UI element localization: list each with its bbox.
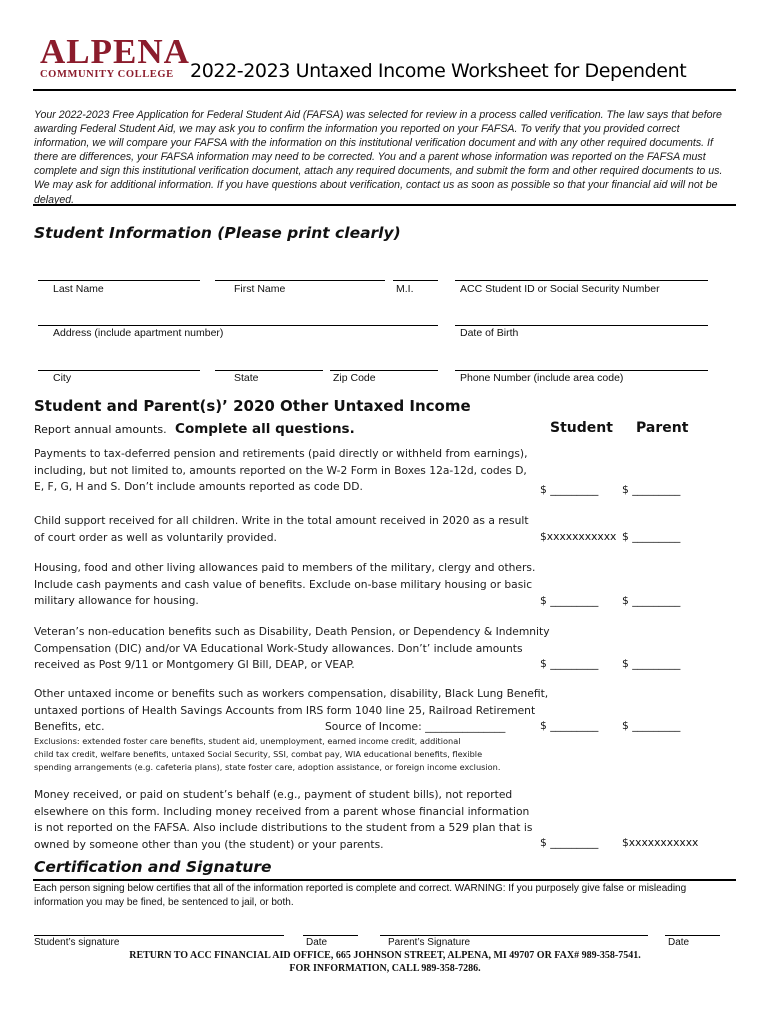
student-pension-amount[interactable]: $ _________ bbox=[540, 483, 599, 496]
question-line: Include cash payments and cash value of benefits. Exclude on-base military housing or basic bbox=[34, 577, 533, 591]
question-line: Payments to tax-deferred pension and retirements (paid directly or withheld from earnings), bbox=[34, 447, 528, 460]
parent-signature-label: Parent’s Signature bbox=[388, 937, 471, 948]
return-address: RETURN TO ACC FINANCIAL AID OFFICE, 665 JOHNSON STREET, ALPENA, MI 49707 OR FAX# 989-358-7541. bbox=[129, 950, 641, 961]
question-line: elsewhere on this form. Including money received from a parent whose financial information bbox=[34, 804, 530, 818]
first-name-label: First Name bbox=[234, 283, 286, 295]
address-label: Address (include apartment number) bbox=[53, 327, 224, 339]
income-instructions bbox=[34, 420, 355, 438]
question-housing-allowance bbox=[34, 560, 535, 610]
question-line: is not reported on the FAFSA. Also include distributions to the student from a 529 plan that is bbox=[34, 821, 533, 835]
student-info-heading: Student Information (Please print clearly) bbox=[34, 224, 401, 242]
middle-initial-label: M.I. bbox=[396, 283, 414, 295]
middle-initial-field[interactable] bbox=[393, 280, 438, 281]
phone-number-label: Phone Number (include area code) bbox=[460, 372, 624, 384]
exclusions-line: child tax credit, welfare benefits, untaxed Social Security, SSI, combat pay, WIA educational benefits, flexible bbox=[34, 749, 483, 759]
question-other-untaxed bbox=[34, 686, 548, 736]
intro-paragraph: Your 2022-2023 Free Application for Federal Student Aid (FAFSA) was selected for review in a process called verification. The law says that before awarding Federal Student Aid, we may ask you to confirm the information you reported on your FAFSA. To verify that you provided correct information, we will compare your FAFSA with the information on this institutional verification document and with any other required documents. If there are differences, your FAFSA information may need to be corrected. You and a parent whose information was reported on the FAFSA must complete and sign this institutional verification document, attach any required documents, and submit the form and other required documents to us. We may ask for additional information. If you have questions about verification, contact us as soon as possible so that your financial aid will not be delayed. bbox=[34, 109, 723, 206]
exclusions-line: Exclusions: extended foster care benefits, student aid, unemployment, earned income credit, additional bbox=[34, 736, 461, 746]
question-line: E, F, G, H and S. Don’t include amounts reported as code DD. bbox=[34, 480, 363, 494]
parent-child-support-amount[interactable]: $ _________ bbox=[622, 530, 681, 543]
city-field[interactable] bbox=[38, 370, 200, 371]
student-veteran-amount[interactable]: $ _________ bbox=[540, 657, 599, 670]
student-money-received-amount[interactable]: $ _________ bbox=[540, 836, 599, 849]
date-of-birth-label: Date of Birth bbox=[460, 327, 519, 339]
question-child-support bbox=[34, 513, 529, 546]
intro-divider bbox=[33, 204, 736, 206]
exclusions-note bbox=[34, 735, 500, 774]
question-line: Housing, food and other living allowances paid to members of the military, clergy and others. bbox=[34, 561, 536, 574]
parent-date-label: Date bbox=[668, 937, 690, 948]
question-line: Veteran’s non-education benefits such as Disability, Death Pension, or Dependency & Indemnity bbox=[34, 625, 550, 638]
question-line: Other untaxed income or benefits such as workers compensation, disability, Black Lung Benefit, bbox=[34, 687, 549, 700]
first-name-field[interactable] bbox=[215, 280, 385, 281]
last-name-label: Last Name bbox=[53, 283, 104, 295]
city-label: City bbox=[53, 372, 72, 384]
instructions-annual: Report annual amounts. bbox=[34, 423, 167, 436]
parent-housing-amount[interactable]: $ _________ bbox=[622, 594, 681, 607]
question-line: Compensation (DIC) and/or VA Educational Work-Study allowances. Don’t’ include amounts bbox=[34, 641, 523, 655]
question-line: untaxed portions of Health Savings Accounts from IRS form 1040 line 25, Railroad Retirement bbox=[34, 703, 536, 717]
certification-divider bbox=[33, 879, 736, 881]
student-id-field[interactable] bbox=[455, 280, 708, 281]
college-logo-subtitle: COMMUNITY COLLEGE bbox=[40, 69, 174, 80]
phone-number-field[interactable] bbox=[455, 370, 708, 371]
date-of-birth-field[interactable] bbox=[455, 325, 708, 326]
question-line: received as Post 9/11 or Montgomery GI Bill, DEAP, or VEAP. bbox=[34, 658, 355, 672]
question-line: Money received, or paid on student’s behalf (e.g., payment of student bills), not reported bbox=[34, 788, 513, 801]
question-veteran-benefits bbox=[34, 624, 550, 674]
student-date-label: Date bbox=[306, 937, 328, 948]
header-divider bbox=[33, 89, 736, 91]
college-logo-wordmark: ALPENA bbox=[40, 32, 190, 71]
question-line: military allowance for housing. bbox=[34, 594, 199, 608]
parent-date-field[interactable] bbox=[665, 935, 720, 936]
student-id-label: ACC Student ID or Social Security Number bbox=[460, 283, 660, 295]
student-housing-amount[interactable]: $ _________ bbox=[540, 594, 599, 607]
question-line: including, but not limited to, amounts reported on the W-2 Form in Boxes 12a-12d, codes D, bbox=[34, 463, 527, 477]
certification-heading: Certification and Signature bbox=[34, 858, 272, 876]
last-name-field[interactable] bbox=[38, 280, 200, 281]
contact-phone: FOR INFORMATION, CALL 989-358-7286. bbox=[289, 963, 481, 974]
question-line: of court order as well as voluntarily provided. bbox=[34, 530, 277, 544]
parent-column-header: Parent bbox=[636, 420, 689, 436]
student-signature-field[interactable] bbox=[34, 935, 284, 936]
question-line-with-source bbox=[34, 719, 548, 736]
question-line: owned by someone other than you (the student) or your parents. bbox=[34, 837, 384, 851]
state-label: State bbox=[234, 372, 259, 384]
student-signature-label: Student’s signature bbox=[34, 937, 120, 948]
zip-code-field[interactable] bbox=[330, 370, 438, 371]
certification-text: Each person signing below certifies that all of the information reported is complete and correct. WARNING: If you purposely give false or misleading information you may be fined, be sentenced to jail, or both. bbox=[34, 883, 687, 908]
parent-signature-field[interactable] bbox=[380, 935, 648, 936]
untaxed-income-heading: Student and Parent(s)’ 2020 Other Untaxed Income bbox=[34, 397, 471, 415]
page-title: 2022-2023 Untaxed Income Worksheet for Dependent bbox=[190, 60, 687, 82]
parent-other-untaxed-amount[interactable]: $ _________ bbox=[622, 719, 681, 732]
state-field[interactable] bbox=[215, 370, 323, 371]
address-field[interactable] bbox=[38, 325, 438, 326]
student-child-support-amount: $xxxxxxxxxxx bbox=[540, 530, 617, 543]
question-line: Benefits, etc. bbox=[34, 720, 105, 734]
exclusions-line: spending arrangements (e.g. cafeteria plans), state foster care, adoption assistance, or foreign income exclusion. bbox=[34, 762, 501, 772]
instructions-complete-all: Complete all questions. bbox=[175, 421, 355, 437]
parent-veteran-amount[interactable]: $ _________ bbox=[622, 657, 681, 670]
source-of-income-field[interactable]: Source of Income: _______________ bbox=[325, 720, 506, 734]
zip-code-label: Zip Code bbox=[333, 372, 376, 384]
parent-pension-amount[interactable]: $ _________ bbox=[622, 483, 681, 496]
question-line: Child support received for all children. Write in the total amount received in 2020 as a result bbox=[34, 514, 529, 527]
student-date-field[interactable] bbox=[303, 935, 358, 936]
student-column-header: Student bbox=[550, 420, 613, 436]
question-money-received bbox=[34, 787, 532, 853]
question-pension bbox=[34, 446, 528, 496]
student-other-untaxed-amount[interactable]: $ _________ bbox=[540, 719, 599, 732]
parent-money-received-amount: $xxxxxxxxxxx bbox=[622, 836, 699, 849]
